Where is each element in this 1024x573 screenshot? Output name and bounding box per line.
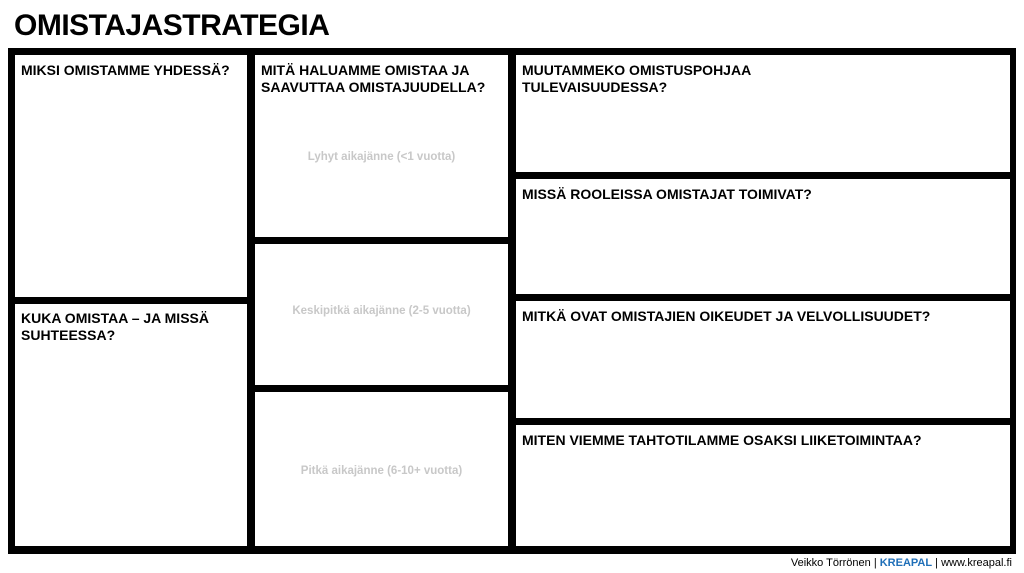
- cell-change-ownership[interactable]: [516, 55, 1010, 172]
- strategy-canvas: [8, 48, 1016, 554]
- footer-separator: |: [935, 557, 939, 569]
- footer-brand: KREAPAL: [879, 557, 933, 569]
- cell-why-own-together[interactable]: [15, 55, 247, 297]
- footer-author: Veikko Törrönen: [790, 557, 871, 569]
- hint-short-term: Lyhyt aikajänne (<1 vuotta): [307, 151, 456, 163]
- cell-owner-roles[interactable]: [516, 179, 1010, 294]
- footer-separator: |: [873, 557, 877, 569]
- question-what-to-achieve: MITÄ HALUAMME OMISTAA JA SAAVUTTAA OMISTAJUUDELLA?: [261, 62, 486, 95]
- footer-credit: [791, 556, 1012, 570]
- cell-who-owns[interactable]: [15, 304, 247, 546]
- cell-into-business[interactable]: [516, 425, 1010, 546]
- cell-what-to-achieve-long[interactable]: [255, 392, 508, 546]
- question-change-ownership: MUUTAMMEKO OMISTUSPOHJAA TULEVAISUUDESSA?: [522, 62, 751, 95]
- question-into-business: MITEN VIEMME TAHTOTILAMME OSAKSI LIIKETOIMINTAA?: [522, 432, 922, 448]
- question-who-owns: KUKA OMISTAA – JA MISSÄ SUHTEESSA?: [21, 310, 209, 343]
- question-why-own-together: MIKSI OMISTAMME YHDESSÄ?: [21, 62, 230, 78]
- cell-what-to-achieve-short[interactable]: [255, 55, 508, 237]
- cell-owner-rights[interactable]: [516, 301, 1010, 418]
- question-owner-rights: MITKÄ OVAT OMISTAJIEN OIKEUDET JA VELVOLLISUUDET?: [522, 308, 931, 324]
- cell-what-to-achieve-mid[interactable]: [255, 244, 508, 385]
- hint-long-term: Pitkä aikajänne (6-10+ vuotta): [300, 465, 463, 477]
- footer-website-link[interactable]: www.kreapal.fi: [941, 557, 1012, 569]
- question-owner-roles: MISSÄ ROOLEISSA OMISTAJAT TOIMIVAT?: [522, 186, 812, 202]
- page-title: OMISTAJASTRATEGIA: [14, 9, 330, 42]
- hint-mid-term: Keskipitkä aikajänne (2-5 vuotta): [292, 305, 471, 317]
